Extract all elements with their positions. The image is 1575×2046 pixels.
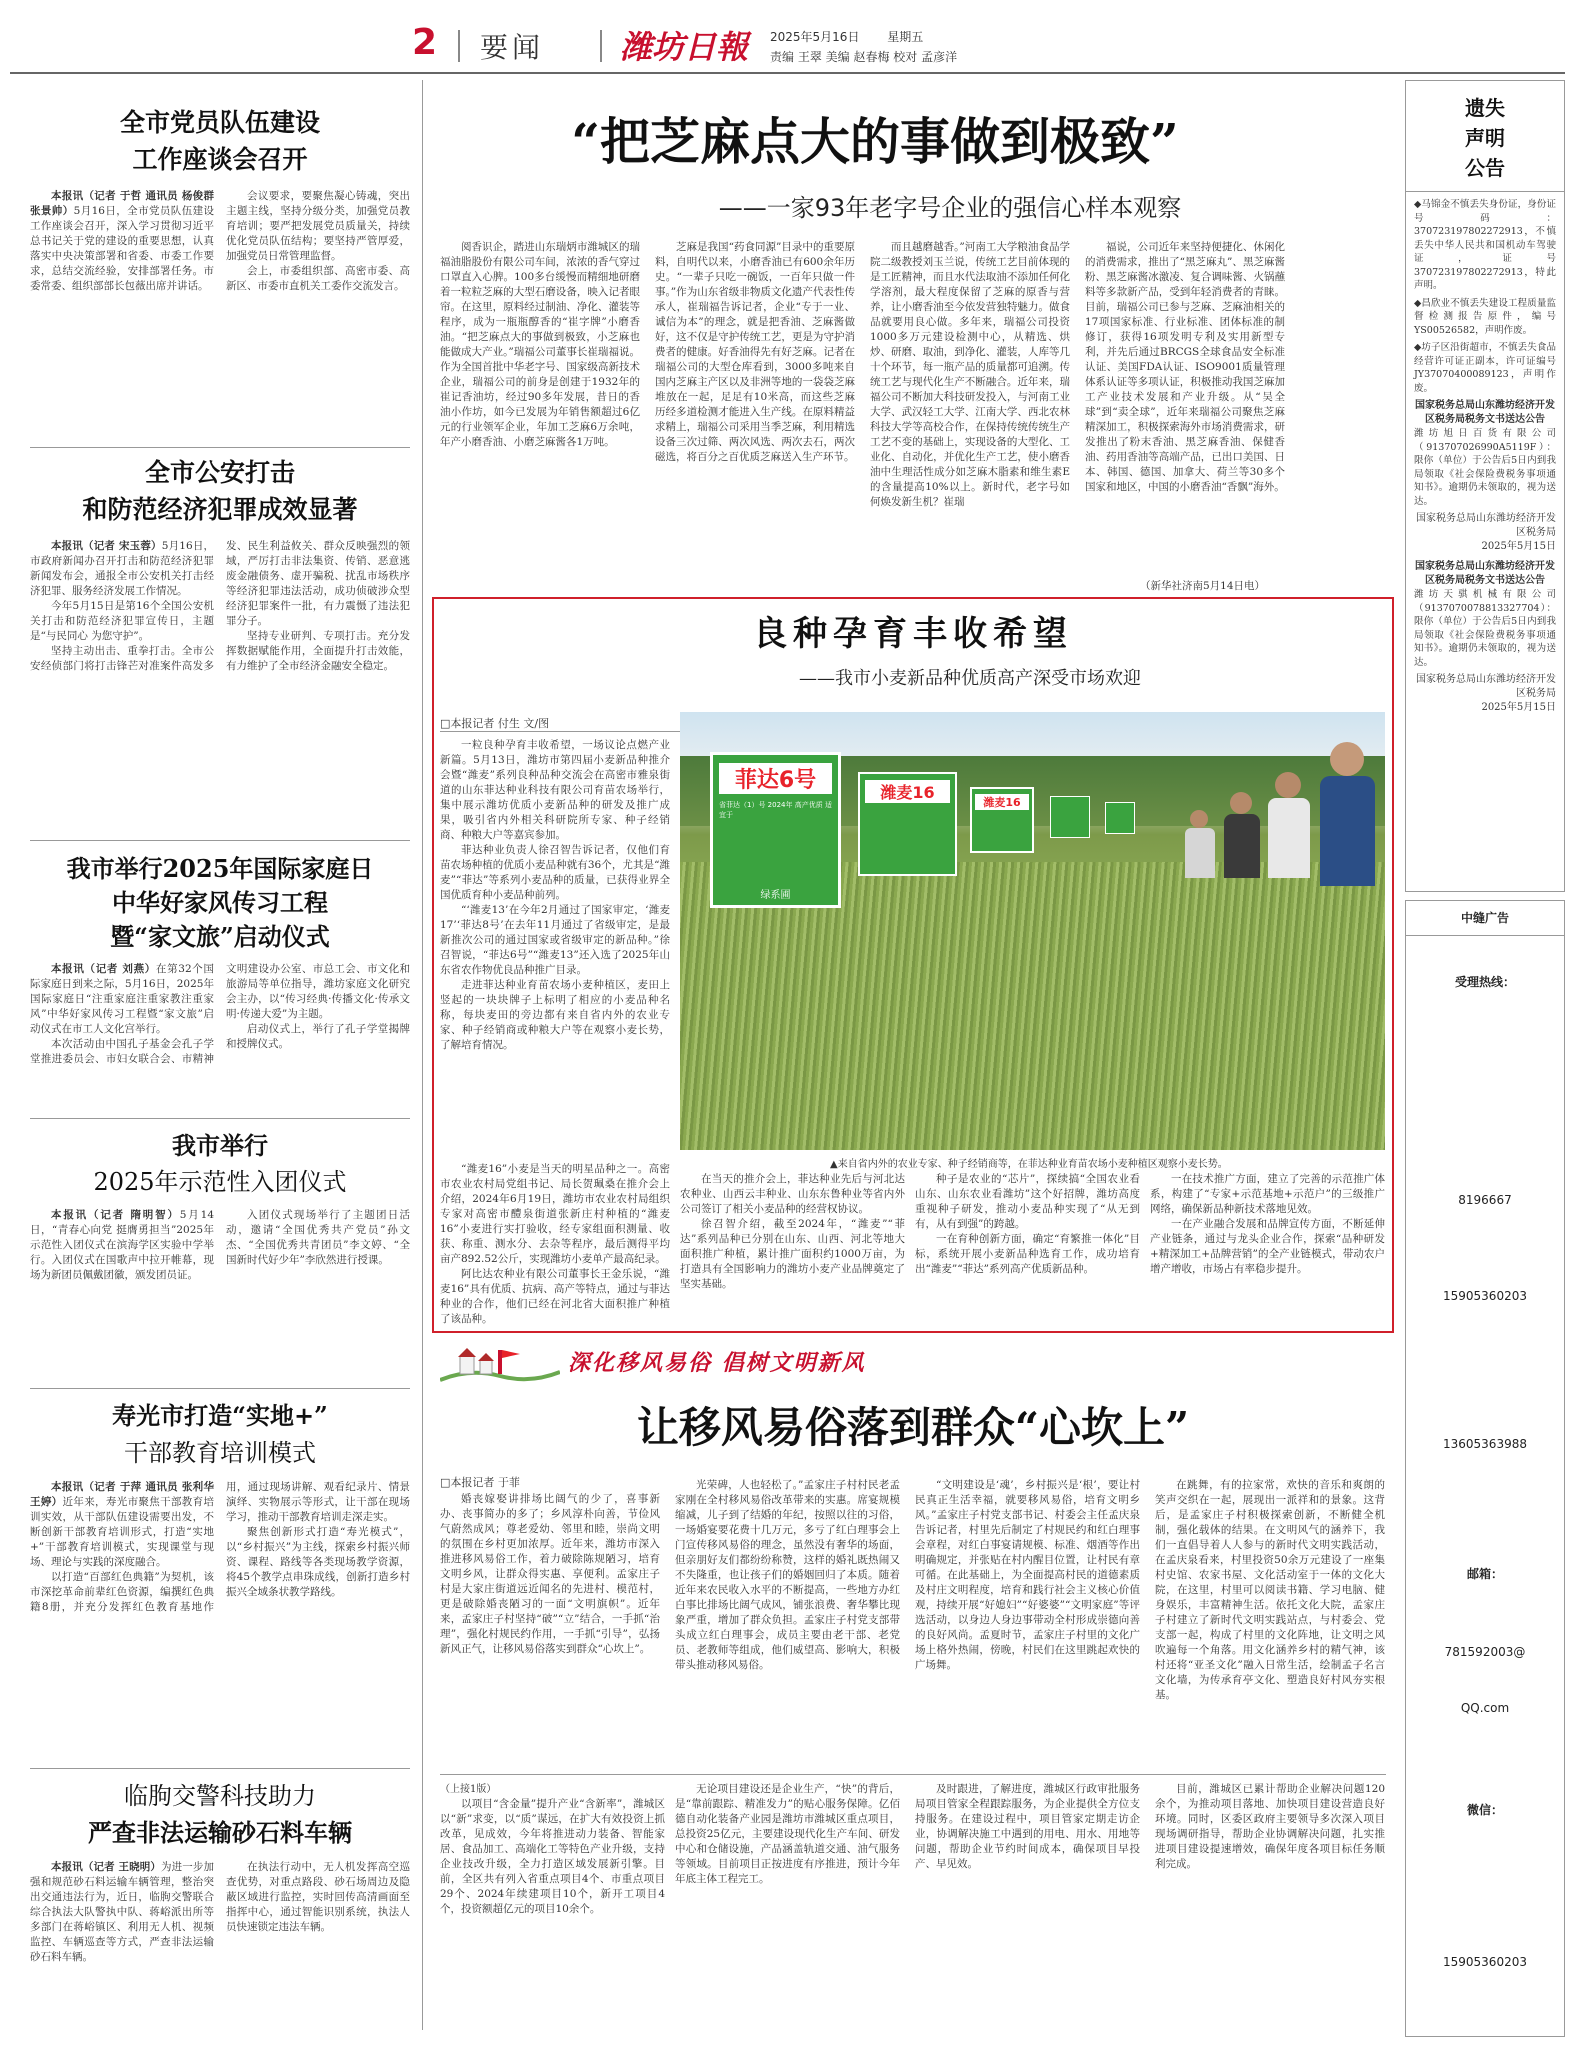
paragraph: 芝麻是我国“药食同源”目录中的重要原料，自明代以来，小磨香油已有600余年历史。“一辈子只吃一碗饭，一百年只做一件事。”作为山东省级非物质文化遗产代表性传承人，崔瑞福告诉记者，企业“专于一业、诚信为本”的理念，就是把香油、芝麻酱做好，这不仅是守护传统工艺，更是为守护消费者的健康。好香油得先有好芝麻。记者在瑞福公司的大型仓库看到，3000多吨来自国内芝麻主产区以及非洲等地的一袋袋芝麻堆放在一起，足足有10米高，而这些芝麻历经多道检测才能进入生产线。在原料精益求精上，瑞福公司采用当季芝麻，利用精选设备三次过筛、两次风选、两次去石，两次磁选，将百分之百优质芝麻送入生产环节。 — [655, 241, 855, 463]
email-label: 邮箱： — [1466, 1567, 1503, 1581]
paragraph: 坚持主动出击、重拳打击。全市公安经侦部门将打击锋芒对准案件高发多发、民生利益攸关、群众反映强烈的领域，严厉打击非法集资、传销、恶意逃废金融债务、虚开骗税、扰乱市场秩序等经济犯罪违法活动，成功侦破涉众型经济犯罪案件一批，有力震慑了违法犯罪分子。 — [30, 540, 410, 672]
bottom-byline: □本报记者 于菲 — [440, 1476, 520, 1489]
classified-ad-box — [1405, 900, 1565, 2037]
article-divider — [30, 840, 410, 841]
headline-line-1: 全市公安打击 — [144, 458, 295, 487]
paragraph: 在跳舞，有的拉家常，欢快的音乐和爽朗的笑声交织在一起，展现出一派祥和的景象。这背后，是孟家庄子村积极探索创新，不断健全机制，强化载体的结果。在文明风气的涵养下，我们一直倡导着人人参与的新时代文明实践活动，在孟庆泉看来，村里投资50余万元建设了一座集村史馆、农家书屋、文化活动室于一体的文化大院，在这里，村里可以阅读书籍、学习电脑、健身娱乐，丰富精神生活。依托文化大院，孟家庄子村建立了新时代文明实践站点，与村委会、党支部一起，构成了村里的文化阵地，让文明之风吹遍每一个角落。用文化涵养乡村的精气神，该村还将“亚圣文化”融入日常生活，绘制孟子名言文化墙，为传承育亭文化、塑造良好村风夯实根基。 — [1155, 1479, 1385, 1701]
continued-label: （上接1版） — [440, 1784, 497, 1795]
paragraph: 坚持专业研判、专项打击。充分发挥数据赋能作用，全面提升打击效能，有力维护了全市经济金融安全稳定。 — [226, 630, 410, 672]
byline: 本报讯（记者 王晓明） — [51, 1861, 162, 1873]
crowd-of-visitors — [1180, 732, 1385, 892]
header-rule — [10, 72, 1565, 74]
notice-heading: 国家税务总局山东潍坊经济开发区税务局税务文书送达公告 — [1415, 561, 1555, 586]
paragraph: 5月16日，全市党员队伍建设工作座谈会召开，深入学习贯彻习近平总书记关于党的建设的重要思想，认真落实中央决策部署和省委、市委工作要求，总结交流经验，安排部署任务。市委常委、组织部部长包薇出席并讲话。 — [30, 205, 215, 292]
paragraph: 本次活动由中国孔子基金会孔子学堂推进委员会、市妇女联合会、市精神文明建设办公室、市总工会、市文化和旅游局等单位指导，潍坊家庭文化研究会主办，以“传习经典·传播文化·传承文明·传递大爱”为主题。 — [30, 963, 410, 1065]
notice-item: 潍坊天骐机械有限公司（9137070078813327704）：限你（单位）于公告后5日内到我局领取《社会保险费税务事项通知书》。逾期仍未领取的，视为送达。 — [1414, 589, 1556, 668]
paragraph: 聚焦创新形式打造“寿光模式”，以“乡村振兴”为主线，探索乡村振兴师资、课程、路线等各类现场教学资源，将45个教学点串珠成线，创新打造乡村振兴全域条状教学路线。 — [226, 1526, 410, 1598]
paragraph: “潍麦16”小麦是当天的明星品种之一。高密市农业农村局党组书记、局长贺珮桑在推介会上介绍，2024年6月19日，潍坊市农业农村局组织专家对高密市醴泉街道张新庄村种植的“潍麦16”小麦进行实打验收，经专家组面积测量、收获、称重、测水分、去杂等程序，最后测得平均亩产892.52公斤，实现潍坊小麦单产最高纪录。 — [440, 1163, 670, 1265]
hotline-number: 8196667 — [1458, 1193, 1512, 1207]
notice-date: 2025年5月15日 — [1481, 541, 1556, 552]
sign-footer: 绿系圃 — [760, 890, 791, 901]
left-col-rule — [422, 80, 423, 2030]
byline: 本报讯（记者 于萍 通讯员 张利华 王婷） — [30, 1481, 214, 1508]
main-article-col-1 — [440, 240, 640, 590]
paragraph: “‘潍麦13’在今年2月通过了国家审定，‘潍麦17’‘菲达8号’在去年11月通过了省级审定，是最新推次公司的通过国家或省级审定的新品种。”徐召智说，“菲达6号”“潍麦13”还入选了2025年山东省农作物优良品种推广目录。 — [440, 904, 670, 976]
paragraph: 走进菲达种业育苗农场小麦种植区，麦田上竖起的一块块牌子上标明了相应的小麦品种名称，每块麦田的旁边都有来自省内外的农业专家、种子经销商或种粮大户等在观察小麦长势，了解培育情况。 — [440, 979, 670, 1051]
feature-col-d — [1150, 1172, 1385, 1327]
sign-label: 菲达6号 — [719, 763, 832, 794]
feature-intro-column — [440, 738, 670, 1158]
continued-col-1 — [440, 1782, 665, 2032]
article-body — [30, 962, 214, 1037]
headline-line-1: 我市举行 — [172, 1131, 268, 1160]
paragraph: 在当天的推介会上，菲达种业先后与河北达农种业、山西云丰种业、山东东鲁种业等省内外公司签订了相关小麦品种的经营权协议。 — [680, 1173, 905, 1215]
campaign-banner — [440, 1340, 1000, 1384]
paragraph: 5月14日，“青春心向党 挺膺勇担当”2025年示范性入团仪式在滨海学区实验中学举行。入团仪式在国歌声中拉开帷幕，现场为新团员佩戴团徽，颁发团员证。 — [30, 1209, 214, 1281]
main-subheadline: ——一家93年老字号企业的强信心样本观察 — [718, 194, 1182, 222]
banner-slogan: 深化移风易俗 倡树文明新风 — [568, 1351, 866, 1376]
article-shouguang — [30, 1398, 410, 1778]
headline-line-2: 工作座谈会召开 — [132, 145, 308, 174]
headline-line-1: 寿光市打造“实地+” — [112, 1401, 328, 1430]
ad-rule — [1406, 935, 1564, 936]
byline: 本报讯（记者 宋玉蓉） — [51, 540, 162, 552]
variety-sign-2 — [858, 772, 957, 876]
feature-col-b — [680, 1172, 905, 1327]
paragraph: 徐召智介绍，截至2024年，“潍麦”“菲达”系列品种已分别在山东、山西、河北等地大面积推广种植，累计推广面积约1000万亩，为打造具有全国影响力的潍坊小麦产业品牌奠定了坚实基础。 — [680, 1218, 905, 1290]
page-number: 2 — [412, 22, 438, 63]
byline: 本报讯（记者 隋明智） — [51, 1209, 180, 1221]
notice-item: ◆马锦金不慎丢失身份证，身份证号码：370723197802272913，不慎丢失中华人民共和国机动车驾驶证，证号370723197802272913，特此声明。 — [1414, 199, 1556, 291]
paragraph: 婚丧嫁娶讲排场比阔气的少了，喜事新办、丧事简办的多了；乡风淳朴向善，节俭风气蔚然成风；尊老爱幼、邻里和睦，崇尚文明的氛围在乡村更加浓厚。近年来，潍坊市深入推进移风易俗工作，着力破除陈规陋习，培育文明乡风，让群众得实惠、享便利。孟家庄子村是大家庄街道远近闻名的先进村、模范村，更是破除婚丧陋习的一面“文明旗帜”。近年来，孟家庄子村坚持“破”“立”结合，一手抓“治理”，强化村规民约作用，一手抓“引导”，弘扬新风正气，让移风易俗落实到群众“心坎上”。 — [440, 1493, 660, 1655]
newspaper-logo: 潍坊日報 — [620, 28, 749, 66]
sign-label: 潍麦16 — [975, 794, 1029, 810]
continued-divider — [440, 1774, 1386, 1775]
editor-credits: 责编 王翠 美编 赵春梅 校对 孟彦洋 — [770, 50, 958, 64]
weekday-text: 星期五 — [887, 30, 924, 44]
village-illustration-icon — [440, 1340, 560, 1384]
paragraph: 一在产业融合发展和品牌宣传方面，不断延伸产业链条，通过与龙头企业合作，探索“品种研发+精深加工+品牌营销”的全产业链模式，带动农户增产增收，市场占有率稳步提升。 — [1150, 1218, 1385, 1275]
notice-rule — [1406, 191, 1564, 192]
notice-heading: 国家税务总局山东潍坊经济开发区税务局税务文书送达公告 — [1415, 400, 1555, 425]
article-divider — [30, 447, 410, 448]
feature-col-a — [440, 1162, 670, 1327]
continued-col-2 — [675, 1782, 900, 2032]
paragraph: 阅香识企，踏进山东瑞炳市潍城区的瑞福油脂股份有限公司车间，浓浓的香气穿过口罩直入心脾。100多台缓慢而精细地研磨着一粒粒芝麻的大型石磨设备，映入记者眼帘。在这里，原料经过制油、净化、灌装等程序，成为一瓶瓶醇香的“崔字牌”小磨香油。“把芝麻点大的事做到极致，小芝麻也能做成大产业。”瑞福公司董事长崔瑞福说。作为全国首批中华老字号、国家级高新技术企业，瑞福公司的前身是创建于1932年的崔记香油坊，经过90多年发展，昔日的香油小作坊，如今已发展为年销售额超过6亿元的行业领军企业，年加工芝麻6万余吨，年产小磨香油、小磨芝麻酱各1万吨。 — [440, 241, 640, 448]
paragraph: 为进一步加强和规范砂石料运输车辆管理，整治突出交通违法行为，近日，临朐交警联合综合执法大队警执中队、蒋峪派出所等多部门在蒋峪镇区、利用无人机、视频监控、车辆巡查等方式，严查非法运输砂石料车辆。 — [30, 1861, 215, 1963]
bottom-col-1 — [440, 1492, 660, 1767]
feature-col-c — [915, 1172, 1140, 1327]
notice-item: ◆坊子区沿街超市，不慎丢失食品经营许可证正副本，许可证编号JY37070400089123，声明作废。 — [1414, 342, 1556, 394]
main-article-col-2 — [655, 240, 855, 590]
variety-sign-3 — [970, 787, 1034, 853]
headline-line-1: 我市举行2025年国际家庭日 — [66, 854, 374, 883]
headline-line-1: 全市党员队伍建设 — [119, 108, 320, 137]
hotline-label: 受理热线： — [1454, 975, 1515, 989]
notice-item: ◆昌欣业不慎丢失建设工程质量监督检测报告原件，编号YS00526582，声明作废。 — [1414, 297, 1556, 336]
date-text: 2025年5月16日 — [770, 30, 860, 44]
paragraph: 而且越磨越香。”河南工大学粮油食品学院二级教授刘玉兰说，传统工艺目前体现的是工匠精神，而且水代法取油不添加任何化学溶剂，最大程度保留了芝麻的原香与营养，让小磨香油至今依发营独特魅力。做食品就要用良心做。多年来，瑞福公司投资1000多万元建设检测中心，从精选、烘炒、研磨、取油，到净化、灌装，人库等几十个环节，每一瓶产品的质量都可追溯。传统工艺与现代化生产不断融合。近年来，瑞福公司不断加大科技研发投入，与河南工业大学、武汉轻工大学、江南大学、西北农林科技大学等高校合作，在保持传统传统生产工艺不变的基础上，实现设备的大型化、工业化、自动化，并优化生产工艺，使小磨香油中生理活性成分如芝麻木脂素和维生素E的含量提高10%以上。新时代，老字号如何焕发新生机？崔瑞 — [870, 241, 1070, 508]
sign-label: 潍麦16 — [865, 780, 950, 803]
paragraph: 以项目“含金量”提升产业“含新率”，潍城区以“新”求变，以“质”谋远，在扩大有效投资上抓改革，见成效，今年将推进动力装备、智能家居、食品加工、高端化工等特色产业升级，支持企业技改升级，全力打造区域发展新引擎。目前，全区共有列入省重点项目4个、市重点项目29个、2024年续建项目10个，新开工项目4个，投资额超亿元的项目10余个。 — [440, 1798, 665, 1915]
hotline-number: 13605363988 — [1443, 1437, 1527, 1451]
continued-col-3 — [915, 1782, 1140, 2032]
bottom-col-4 — [1155, 1478, 1385, 1767]
hotline-number: 15905360203 — [1443, 1289, 1527, 1303]
ad-title: 中缝广告 — [1460, 911, 1509, 925]
paragraph: 一在技术推广方面，建立了完善的示范推广体系，构建了“专家+示范基地+示范户”的三级推广网络，确保新品种新技术落地见效。 — [1150, 1173, 1385, 1215]
paragraph: 及时跟进，了解进度，潍城区行政审批服务局项目管家全程跟踪服务，为企业提供全方位支持服务。在建设过程中，项目管家定期走访企业，协调解决施工中遇到的用电、用水、用地等问题，帮助企业节约时间成本，确保项目早投产、早见效。 — [915, 1783, 1140, 1870]
notice-title: 遗失声明公告 — [1465, 96, 1505, 180]
issue-date — [770, 28, 923, 45]
paragraph: 5月16日，市政府新闻办召开打击和防范经济犯罪新闻发布会，通报全市公安机关打击经济犯罪、服务经济发展工作情况。 — [30, 540, 215, 597]
bottom-col-3 — [915, 1478, 1140, 1767]
article-body — [30, 1860, 214, 1965]
distant-sign — [1105, 802, 1135, 834]
main-article-col-4 — [1085, 240, 1285, 580]
notice-box — [1405, 80, 1565, 892]
paragraph: 入团仪式现场举行了主题团日活动，邀请“全国优秀共产党员”孙文杰、“全国优秀共青团员”李文婷、“全国新时代好少年”李欣然进行授课。 — [226, 1209, 410, 1266]
article-party-members — [30, 105, 410, 440]
paragraph: 无论项目建设还是企业生产，“快”的背后，是“靠前跟踪、精准发力”的贴心服务保障。亿佰德自动化装备产业园是潍坊市潍城区重点项目，总投资25亿元，主要建设现代化生产车间、研发中心和仓储设施，产品涵盖轨道交通、油气服务等领域。目前项目正按进度有序推进，预计今年年底主体工程完工。 — [675, 1783, 900, 1885]
headline-line-2: 干部教育培训模式 — [124, 1439, 316, 1467]
paragraph: 一在育种创新方面，确定“育繁推一体化”目标，系统开展小麦新品种选育工作，成功培育出“潍麦”“菲达”系列高产优质新品种。 — [915, 1233, 1140, 1275]
paragraph: 阿比达农种业有限公司董事长王金乐说，“潍麦16”具有优质、抗病、高产等特点，通过与菲达种业的合作，他们已经在河北省大面积推广种植了该品种。 — [440, 1268, 670, 1325]
paragraph: 今年5月15日是第16个全国公安机关打击和防范经济犯罪宣传日，主题是“与民同心 为您守护”。 — [30, 600, 214, 642]
header-divider — [458, 30, 460, 62]
variety-sign-1 — [710, 752, 841, 908]
paragraph: 光荣碑，人也轻松了。”孟家庄子村村民老孟家刚在全村移风易俗改革带来的实惠。席宴规模缩减，儿子到了结婚的年纪，按照以往的习俗，一场婚宴要花费十几万元，多亏了红白理事会上门宣传移风易俗的理念，虽然没有奢华的场面，但亲朋好友们都纷纷称赞，这样的婚礼既热闹又不失隆重，也让孩子们的婚姻回归了本质。随着近年来农民收入水平的不断提高，一些地方办红白事比排场比阔气成风，铺张浪费、奢华攀比现象严重，增加了群众负担。孟家庄子村党支部带头成立红白理事会，成员主要由老干部、老党员、老教师等组成，他们威望高、影响大，积极带头推动移风易俗。 — [675, 1479, 900, 1671]
paragraph: 福说，公司近年来坚持便捷化、休闲化的消费需求，推出了“黑芝麻丸”、黑芝麻酱粉、黑芝麻酱冰激凌、复合调味酱、火锅蘸料等多款新产品，受到年轻消费者的青睐。目前，瑞福公司已参与芝麻、芝麻油相关的17项国家标准、行业标准、团体标准的制修订，获得16项发明专利及实用新型专利，并先后通过BRCGS全球食品安全标准认证、美国FDA认证、ISO9001质量管理体系认证等多项认证，积极推动我国芝麻加工产业技术发展和产业升级。从“吴全球”到“卖全球”，近年来瑞福公司聚焦芝麻精深加工，积极探索海外市场消费需求，研发推出了粉末香油、黑芝麻香油、保健香油、药用香油等高端产品，已出口美国、日本、韩国、德国、加拿大、荷兰等30多个国家和地区，中国的小磨香油“香飘”海外。 — [1085, 241, 1285, 493]
headline-line-2: 严查非法运输砂石料车辆 — [88, 1818, 352, 1847]
headline-line-2: 和防范经济犯罪成效显著 — [82, 495, 358, 524]
feature-headline: 良种孕育丰收希望 — [753, 614, 1073, 654]
notice-signature: 国家税务总局山东潍坊经济开发区税务局 — [1416, 513, 1556, 538]
headline-line-2: 2025年示范性入团仪式 — [93, 1168, 347, 1196]
article-family-day — [30, 852, 410, 1112]
article-police — [30, 455, 410, 835]
paragraph: 菲达种业负责人徐召智告诉记者，仅他们育苗农场种植的优质小麦品种就有36个，尤其是“潍麦”“菲达”等系列小麦品种的质量，已获得业界全国优质育种小麦品种前列。 — [440, 844, 670, 901]
notice-signature: 国家税务总局山东潍坊经济开发区税务局 — [1416, 674, 1556, 699]
article-divider — [30, 1768, 410, 1769]
email-value: 781592003@ — [1444, 1645, 1526, 1659]
wheat-field-photo — [680, 712, 1385, 1150]
headline-line-2: 中华好家风传习工程 — [112, 888, 328, 917]
headline-line-3: 暨“家文旅”启动仪式 — [110, 922, 330, 951]
article-body — [30, 189, 214, 294]
article-divider — [30, 1388, 410, 1389]
paragraph: 近年来，寿光市聚焦干部教育培训实效，从干部队伍建设需要出发，不断创新干部教育培训形式，打造“实地+”干部教育培训模式，实现课堂与现场、理论与实践的深度融合。 — [30, 1496, 214, 1568]
paragraph: 启动仪式上，举行了孔子学堂揭牌和授牌仪式。 — [226, 1023, 410, 1050]
section-label: 要闻 — [480, 31, 545, 64]
main-headline: “把芝麻点大的事做到极致” — [571, 112, 1179, 171]
feature-byline: □本报记者 付生 文/图 — [440, 717, 550, 730]
paragraph: 在执法行动中，无人机发挥高空巡查优势，对重点路段、砂石场周边及隐蔽区域进行监控，实时回传高清画面至指挥中心，通过智能识别系统，执法人员快速锁定违法车辆。 — [226, 1861, 410, 1933]
byline: 本报讯（记者 于哲 通讯员 杨俊群 张景帅） — [30, 190, 214, 217]
bottom-headline: 让移风易俗落到群众“心坎上” — [636, 1403, 1190, 1452]
notice-date: 2025年5月15日 — [1481, 702, 1556, 713]
header-divider — [600, 30, 602, 62]
article-divider — [30, 1118, 410, 1119]
paragraph: 以打造“百部红色典籍”为契机，该市深挖革命前辈红色资源，编撰红色典籍8册，并充分发挥红色教育基地作用，通过现场讲解、观看纪录片、情景演绎、实物展示等形式，让干部在现场学习，推动干部教育培训走深走实。 — [30, 1481, 410, 1613]
wechat-label: 微信： — [1466, 1803, 1503, 1817]
paragraph: 会议要求，要聚焦凝心铸魂，突出主题主线，坚持分级分类，加强党员教育培训；要严把发展党员质量关，持续优化党员队伍结构；要坚持严管厚爱，加强党员日常管理监督。 — [226, 190, 410, 262]
headline-line-1: 临朐交警科技助力 — [124, 1782, 316, 1810]
article-body — [30, 1208, 214, 1283]
article-credit: （新华社济南5月14日电） — [1140, 580, 1266, 592]
paragraph: “文明建设是‘魂’，乡村振兴是‘根’，要让村民真正生活幸福，就要移风易俗，培育文明乡风。”孟家庄子村党支部书记、村委会主任孟庆泉告诉记者，村里先后制定了村规民约和红白理事会章程，对红白事宴请规模、标准、烟酒等作出明确规定，并张贴在村内醒目位置，让村民有章可循。在此基础上，为全面提高村民的道德素质及村庄文明程度，培育和践行社会主义核心价值观，持续开展“好媳妇”“好婆婆”“文明家庭”等评选活动，以身边人身边事带动全村形成崇德向善的良好风尚。孟夏时节，孟家庄子村里的文化广场上格外热闹，傍晚，村民们在这里跳起欢快的广场舞。 — [915, 1479, 1140, 1671]
feature-subheadline: ——我市小麦新品种优质高产深受市场欢迎 — [799, 668, 1141, 689]
paragraph: 一粒良种孕育丰收希望，一场议论点燃产业新篇。5月13日，潍坊市第四届小麦新品种推介会暨“潍麦”系列良种品种交流会在高密市雅泉街道的山东菲达种业科技有限公司育苗农场举行，集中展示潍坊优质小麦新品种的研发及推广成果，吸引省内外相关科研院所专家、种子经销商、种粮大户等嘉宾参加。 — [440, 739, 670, 841]
byline-rule — [440, 731, 680, 732]
main-article-col-3 — [870, 240, 1070, 590]
article-linqu-traffic — [30, 1778, 410, 2038]
bottom-col-2 — [675, 1478, 900, 1767]
article-body — [30, 539, 214, 599]
paragraph: 会上，市委组织部、高密市委、高新区、市委市直机关工委作交流发言。 — [226, 265, 410, 292]
byline: 本报讯（记者 刘燕） — [51, 963, 156, 975]
paragraph: 种子是农业的“芯片”，探续搞“全国农业看山东、山东农业看潍坊”这个好招牌，潍坊高度重视种子研发，推动小麦品种实现了“从无到有，从有到强”的跨越。 — [915, 1173, 1140, 1230]
paragraph: 在第32个国际家庭日到来之际，5月16日，2025年国际家庭日“注重家庭注重家教注重家风”中华好家风传习工程暨“家文旅”启动仪式在市工人文化宫举行。 — [30, 963, 214, 1035]
email-value: QQ.com — [1460, 1701, 1510, 1715]
continued-col-4 — [1155, 1782, 1385, 2032]
photo-caption: ▲来自省内外的农业专家、种子经销商等，在菲达种业育苗农场小麦种植区观察小麦长势。 — [830, 1159, 1228, 1170]
wechat-value: 15905360203 — [1443, 1955, 1527, 1969]
distant-sign — [1050, 796, 1090, 838]
article-league — [30, 1128, 410, 1378]
notice-item: 潍坊旭日百货有限公司（913707026990A5119F）：限你（单位）于公告后5日内到我局领取《社会保险费税务事项通知书》。逾期仍未领取的，视为送达。 — [1414, 428, 1556, 507]
article-body — [30, 1480, 214, 1570]
sign-detail: 省菲达（1）号 2024年 高产优质 适宜于 — [719, 801, 832, 819]
paragraph: 目前，潍城区已累计帮助企业解决问题120余个，为推动项目落地、加快项目建设营造良好环境。同时，区委区政府主要领导多次深入项目现场调研指导，帮助企业协调解决问题，扎实推进项目建设提速增效，确保年度各项目标任务顺利完成。 — [1155, 1783, 1385, 1870]
